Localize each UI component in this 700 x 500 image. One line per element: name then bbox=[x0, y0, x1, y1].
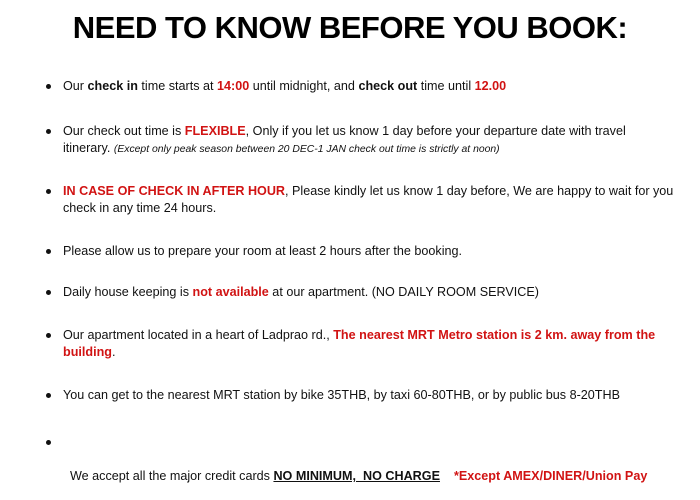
text: at our apartment. (NO DAILY ROOM SERVICE) bbox=[268, 285, 539, 299]
peak-season-note: (Except only peak season between 20 DEC-1 JAN check out time is strictly at noon) bbox=[113, 144, 500, 155]
text: time starts at bbox=[137, 79, 217, 93]
no-minimum-no-charge-label: NO MINIMUM, NO CHARGE bbox=[273, 469, 440, 483]
spacer bbox=[440, 469, 454, 483]
check-in-label: check in bbox=[87, 79, 138, 93]
page-title: NEED TO KNOW BEFORE YOU BOOK: bbox=[72, 10, 628, 45]
text: , Only if you let us know 1 day before your departure date with travel itinerary. bbox=[63, 124, 626, 155]
check-out-label: check out bbox=[358, 79, 418, 93]
text: until midnight, and bbox=[249, 79, 359, 93]
bullet-icon bbox=[46, 189, 51, 194]
text: . bbox=[111, 345, 116, 359]
text: Our apartment located in a heart of Ladprao rd., bbox=[63, 328, 334, 342]
bullet-icon bbox=[46, 290, 51, 295]
list-item-room-preparation bbox=[63, 243, 675, 260]
text: Our check out time is bbox=[63, 124, 185, 138]
list-item-housekeeping bbox=[63, 284, 675, 301]
check-in-time: 14:00 bbox=[217, 79, 250, 93]
mrt-distance-label: The nearest MRT Metro station is 2 km. away from the building bbox=[63, 328, 656, 359]
list-item-location bbox=[63, 327, 675, 361]
list-item-credit-cards bbox=[63, 434, 675, 485]
text: Please allow us to prepare your room at least 2 hours after the booking. bbox=[63, 244, 463, 258]
text: Daily house keeping is bbox=[63, 285, 193, 299]
after-hour-label: IN CASE OF CHECK IN AFTER HOUR bbox=[63, 184, 286, 198]
text: Our bbox=[63, 79, 88, 93]
check-out-time: 12.00 bbox=[474, 79, 507, 93]
bullet-icon bbox=[46, 129, 51, 134]
list-item-after-hour-checkin bbox=[63, 183, 675, 217]
list-item-flexible-checkout bbox=[63, 123, 675, 158]
bullet-icon bbox=[46, 84, 51, 89]
bullet-icon bbox=[46, 440, 51, 445]
not-available-label: not available bbox=[192, 285, 269, 299]
flexible-label: FLEXIBLE bbox=[184, 124, 246, 138]
text: , Please kindly let us know 1 day before, We are happy to wait for you check in any time 24 hours. bbox=[63, 184, 674, 215]
bullet-icon bbox=[46, 393, 51, 398]
list-item-transport-prices bbox=[63, 387, 675, 404]
text: You can get to the nearest MRT station by bike 35THB, by taxi 60-80THB, or by public bus 8-20THB bbox=[63, 388, 620, 402]
excluded-cards-label: *Except AMEX/DINER/Union Pay bbox=[453, 469, 648, 483]
list-item-checkin-time bbox=[63, 78, 675, 95]
bullet-icon bbox=[46, 249, 51, 254]
bullet-icon bbox=[46, 333, 51, 338]
text: time until bbox=[417, 79, 475, 93]
text: We accept all the major credit cards bbox=[70, 469, 274, 483]
